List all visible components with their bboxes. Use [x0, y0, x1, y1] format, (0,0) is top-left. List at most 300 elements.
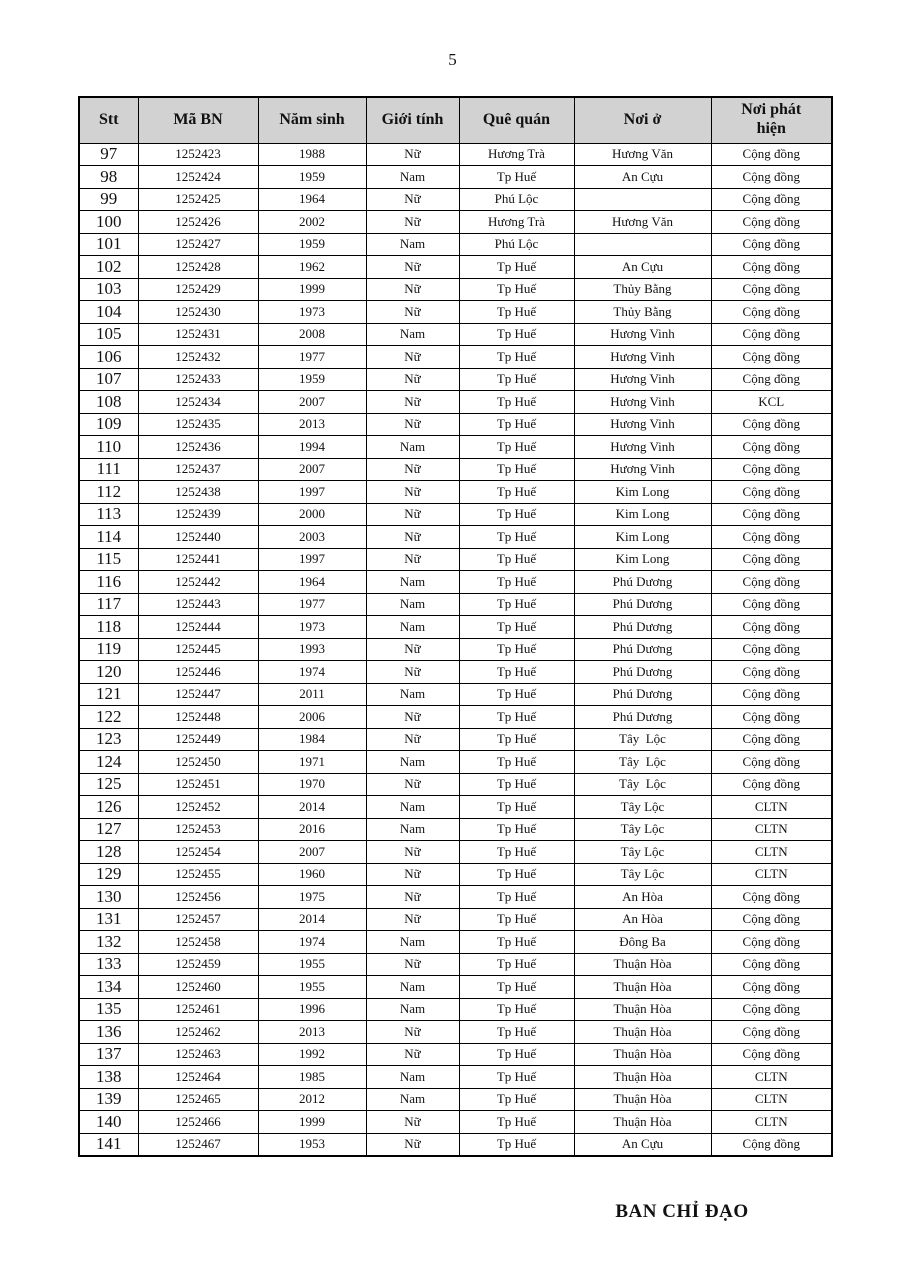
cell-noi-phat-hien: Cộng đồng: [711, 346, 832, 369]
cell-nam-sinh: 2016: [258, 818, 366, 841]
cell-que-quan: Tp Huế: [459, 323, 574, 346]
header-ma-bn: Mã BN: [138, 97, 258, 143]
cell-gioi-tinh: Nữ: [366, 1111, 459, 1134]
table-row: [79, 548, 832, 571]
cell-nam-sinh: 1985: [258, 1066, 366, 1089]
cell-stt: 99: [79, 188, 138, 211]
cell-noi-phat-hien: Cộng đồng: [711, 751, 832, 774]
cell-noi-o: Hương Văn: [574, 143, 711, 166]
table-row: [79, 638, 832, 661]
table-row: [79, 413, 832, 436]
cell-noi-o: Thuận Hòa: [574, 1066, 711, 1089]
table-row: [79, 796, 832, 819]
cell-stt: 105: [79, 323, 138, 346]
cell-ma-bn: 1252438: [138, 481, 258, 504]
cell-que-quan: Tp Huế: [459, 998, 574, 1021]
cell-stt: 118: [79, 616, 138, 639]
cell-noi-o: Kim Long: [574, 548, 711, 571]
cell-gioi-tinh: Nữ: [366, 886, 459, 909]
cell-stt: 141: [79, 1133, 138, 1156]
cell-gioi-tinh: Nữ: [366, 863, 459, 886]
cell-ma-bn: 1252424: [138, 166, 258, 189]
table-row: [79, 1066, 832, 1089]
cell-stt: 136: [79, 1021, 138, 1044]
header-noi-o: Nơi ở: [574, 97, 711, 143]
cell-que-quan: Tp Huế: [459, 796, 574, 819]
cell-gioi-tinh: Nam: [366, 1066, 459, 1089]
table-row: [79, 143, 832, 166]
cell-ma-bn: 1252462: [138, 1021, 258, 1044]
cell-ma-bn: 1252425: [138, 188, 258, 211]
cell-stt: 138: [79, 1066, 138, 1089]
cell-ma-bn: 1252441: [138, 548, 258, 571]
cell-que-quan: Tp Huế: [459, 908, 574, 931]
table-row: [79, 706, 832, 729]
cell-gioi-tinh: Nữ: [366, 773, 459, 796]
cell-que-quan: Tp Huế: [459, 1066, 574, 1089]
cell-stt: 111: [79, 458, 138, 481]
cell-gioi-tinh: Nữ: [366, 638, 459, 661]
cell-ma-bn: 1252423: [138, 143, 258, 166]
table-body: [79, 143, 832, 1156]
cell-que-quan: Tp Huế: [459, 863, 574, 886]
cell-noi-phat-hien: Cộng đồng: [711, 976, 832, 999]
cell-nam-sinh: 1955: [258, 976, 366, 999]
cell-que-quan: Tp Huế: [459, 886, 574, 909]
cell-nam-sinh: 1999: [258, 278, 366, 301]
header-noi-phat-hien-label: Nơi phát hiện: [741, 101, 802, 138]
cell-noi-o: Thủy Bằng: [574, 301, 711, 324]
cell-noi-o: Phú Dương: [574, 616, 711, 639]
cell-stt: 130: [79, 886, 138, 909]
cell-gioi-tinh: Nữ: [366, 143, 459, 166]
cell-gioi-tinh: Nam: [366, 436, 459, 459]
table-row: [79, 773, 832, 796]
cell-noi-o: Thuận Hòa: [574, 1021, 711, 1044]
cell-ma-bn: 1252431: [138, 323, 258, 346]
cell-noi-phat-hien: Cộng đồng: [711, 503, 832, 526]
cell-gioi-tinh: Nam: [366, 998, 459, 1021]
cell-gioi-tinh: Nữ: [366, 1133, 459, 1156]
cell-gioi-tinh: Nữ: [366, 368, 459, 391]
table-row: [79, 278, 832, 301]
cell-gioi-tinh: Nữ: [366, 278, 459, 301]
cell-noi-phat-hien: Cộng đồng: [711, 143, 832, 166]
cell-que-quan: Tp Huế: [459, 616, 574, 639]
cell-ma-bn: 1252463: [138, 1043, 258, 1066]
cell-nam-sinh: 1973: [258, 301, 366, 324]
cell-gioi-tinh: Nam: [366, 976, 459, 999]
cell-que-quan: Tp Huế: [459, 661, 574, 684]
cell-que-quan: Hương Trà: [459, 211, 574, 234]
cell-noi-o: Thuận Hòa: [574, 1111, 711, 1134]
cell-gioi-tinh: Nữ: [366, 841, 459, 864]
cell-que-quan: Tp Huế: [459, 1088, 574, 1111]
cell-que-quan: Tp Huế: [459, 706, 574, 729]
table-row: [79, 886, 832, 909]
cell-ma-bn: 1252464: [138, 1066, 258, 1089]
cell-noi-phat-hien: Cộng đồng: [711, 413, 832, 436]
cell-noi-o: Hương Vinh: [574, 368, 711, 391]
cell-noi-phat-hien: Cộng đồng: [711, 593, 832, 616]
cell-gioi-tinh: Nữ: [366, 1043, 459, 1066]
cell-que-quan: Tp Huế: [459, 301, 574, 324]
table-header: [79, 97, 832, 143]
cell-noi-o: An Cựu: [574, 1133, 711, 1156]
cell-gioi-tinh: Nam: [366, 1088, 459, 1111]
cell-que-quan: Tp Huế: [459, 1111, 574, 1134]
cell-noi-o: Thuận Hòa: [574, 953, 711, 976]
cell-que-quan: Tp Huế: [459, 1043, 574, 1066]
cell-noi-o: Hương Vinh: [574, 346, 711, 369]
cell-que-quan: Tp Huế: [459, 256, 574, 279]
cell-gioi-tinh: Nữ: [366, 1021, 459, 1044]
cell-nam-sinh: 2006: [258, 706, 366, 729]
cell-noi-o: Đông Ba: [574, 931, 711, 954]
cell-noi-phat-hien: Cộng đồng: [711, 953, 832, 976]
cell-stt: 133: [79, 953, 138, 976]
table-row: [79, 1043, 832, 1066]
cell-stt: 119: [79, 638, 138, 661]
cell-nam-sinh: 1997: [258, 548, 366, 571]
cell-nam-sinh: 1953: [258, 1133, 366, 1156]
table-row: [79, 166, 832, 189]
table-row: [79, 908, 832, 931]
cell-noi-phat-hien: Cộng đồng: [711, 638, 832, 661]
cell-stt: 137: [79, 1043, 138, 1066]
cell-ma-bn: 1252428: [138, 256, 258, 279]
cell-nam-sinh: 1999: [258, 1111, 366, 1134]
cell-nam-sinh: 1962: [258, 256, 366, 279]
cell-nam-sinh: 1994: [258, 436, 366, 459]
cell-stt: 97: [79, 143, 138, 166]
cell-noi-o: An Hòa: [574, 908, 711, 931]
header-stt: Stt: [79, 97, 138, 143]
cell-noi-phat-hien: Cộng đồng: [711, 616, 832, 639]
cell-gioi-tinh: Nam: [366, 751, 459, 774]
table-row: [79, 976, 832, 999]
cell-noi-o: Thuận Hòa: [574, 998, 711, 1021]
cell-noi-phat-hien: Cộng đồng: [711, 998, 832, 1021]
cell-nam-sinh: 2014: [258, 908, 366, 931]
cell-ma-bn: 1252437: [138, 458, 258, 481]
cell-noi-phat-hien: CLTN: [711, 796, 832, 819]
cell-que-quan: Tp Huế: [459, 481, 574, 504]
cell-stt: 104: [79, 301, 138, 324]
cell-noi-o: Hương Văn: [574, 211, 711, 234]
header-noi-phat-hien: [711, 97, 832, 143]
cell-nam-sinh: 1977: [258, 346, 366, 369]
cell-gioi-tinh: Nữ: [366, 728, 459, 751]
cell-nam-sinh: 1973: [258, 616, 366, 639]
table-row: [79, 188, 832, 211]
cell-noi-phat-hien: Cộng đồng: [711, 683, 832, 706]
cell-stt: 115: [79, 548, 138, 571]
cell-noi-o: Hương Vinh: [574, 391, 711, 414]
cell-ma-bn: 1252456: [138, 886, 258, 909]
table-row: [79, 616, 832, 639]
cell-nam-sinh: 2014: [258, 796, 366, 819]
cell-ma-bn: 1252430: [138, 301, 258, 324]
table-row: [79, 931, 832, 954]
cell-gioi-tinh: Nam: [366, 616, 459, 639]
cell-nam-sinh: 2000: [258, 503, 366, 526]
cell-noi-phat-hien: Cộng đồng: [711, 931, 832, 954]
cell-ma-bn: 1252455: [138, 863, 258, 886]
table-row: [79, 211, 832, 234]
table-row: [79, 233, 832, 256]
cell-noi-phat-hien: Cộng đồng: [711, 1021, 832, 1044]
cell-noi-o: Tây Lộc: [574, 728, 711, 751]
cell-nam-sinh: 2012: [258, 1088, 366, 1111]
cell-noi-phat-hien: Cộng đồng: [711, 166, 832, 189]
cell-gioi-tinh: Nữ: [366, 706, 459, 729]
cell-nam-sinh: 2003: [258, 526, 366, 549]
cell-stt: 132: [79, 931, 138, 954]
cell-noi-o: Phú Dương: [574, 593, 711, 616]
table-row: [79, 391, 832, 414]
cell-nam-sinh: 1977: [258, 593, 366, 616]
cell-noi-o: Hương Vinh: [574, 323, 711, 346]
cell-noi-o: Tây Lộc: [574, 841, 711, 864]
cell-noi-phat-hien: Cộng đồng: [711, 706, 832, 729]
cell-que-quan: Tp Huế: [459, 368, 574, 391]
header-nam-sinh: Năm sinh: [258, 97, 366, 143]
cell-ma-bn: 1252453: [138, 818, 258, 841]
signature-heading: BAN CHỈ ĐẠO: [615, 1201, 749, 1222]
cell-noi-phat-hien: CLTN: [711, 863, 832, 886]
table-row: [79, 953, 832, 976]
cell-ma-bn: 1252466: [138, 1111, 258, 1134]
cell-que-quan: Tp Huế: [459, 593, 574, 616]
cell-ma-bn: 1252457: [138, 908, 258, 931]
table-row: [79, 998, 832, 1021]
cell-nam-sinh: 2007: [258, 458, 366, 481]
cell-stt: 125: [79, 773, 138, 796]
cell-ma-bn: 1252451: [138, 773, 258, 796]
cell-noi-phat-hien: Cộng đồng: [711, 661, 832, 684]
cell-que-quan: Tp Huế: [459, 931, 574, 954]
cell-noi-phat-hien: Cộng đồng: [711, 1133, 832, 1156]
cell-gioi-tinh: Nữ: [366, 548, 459, 571]
cell-noi-o: Phú Dương: [574, 706, 711, 729]
cell-stt: 120: [79, 661, 138, 684]
cell-stt: 124: [79, 751, 138, 774]
cell-ma-bn: 1252460: [138, 976, 258, 999]
header-row: [79, 97, 832, 143]
cell-gioi-tinh: Nam: [366, 233, 459, 256]
cell-que-quan: Hương Trà: [459, 143, 574, 166]
cell-stt: 122: [79, 706, 138, 729]
cell-que-quan: Tp Huế: [459, 751, 574, 774]
cell-nam-sinh: 1959: [258, 368, 366, 391]
table-row: [79, 661, 832, 684]
cell-stt: 135: [79, 998, 138, 1021]
cell-ma-bn: 1252429: [138, 278, 258, 301]
cell-que-quan: Tp Huế: [459, 773, 574, 796]
cell-gioi-tinh: Nữ: [366, 391, 459, 414]
cell-gioi-tinh: Nữ: [366, 211, 459, 234]
cell-gioi-tinh: Nam: [366, 796, 459, 819]
cell-noi-phat-hien: Cộng đồng: [711, 886, 832, 909]
cell-noi-o: Phú Dương: [574, 661, 711, 684]
cell-noi-o: Thuận Hòa: [574, 976, 711, 999]
table-row: [79, 593, 832, 616]
cell-noi-o: Thuận Hòa: [574, 1088, 711, 1111]
table-row: [79, 1021, 832, 1044]
cell-nam-sinh: 1984: [258, 728, 366, 751]
cell-que-quan: Tp Huế: [459, 548, 574, 571]
cell-noi-o: Tây Lộc: [574, 796, 711, 819]
cell-noi-phat-hien: Cộng đồng: [711, 436, 832, 459]
cell-gioi-tinh: Nữ: [366, 346, 459, 369]
table-row: [79, 368, 832, 391]
cell-gioi-tinh: Nam: [366, 571, 459, 594]
cell-que-quan: Tp Huế: [459, 278, 574, 301]
cell-stt: 113: [79, 503, 138, 526]
cell-gioi-tinh: Nữ: [366, 481, 459, 504]
cell-stt: 114: [79, 526, 138, 549]
cell-ma-bn: 1252444: [138, 616, 258, 639]
cell-noi-phat-hien: CLTN: [711, 818, 832, 841]
cell-gioi-tinh: Nữ: [366, 301, 459, 324]
cell-stt: 102: [79, 256, 138, 279]
cell-stt: 127: [79, 818, 138, 841]
cell-nam-sinh: 2008: [258, 323, 366, 346]
cell-ma-bn: 1252448: [138, 706, 258, 729]
cell-noi-o: Kim Long: [574, 503, 711, 526]
cell-noi-phat-hien: Cộng đồng: [711, 908, 832, 931]
table-row: [79, 841, 832, 864]
cell-que-quan: Tp Huế: [459, 976, 574, 999]
cell-que-quan: Phú Lộc: [459, 233, 574, 256]
cell-stt: 98: [79, 166, 138, 189]
cell-ma-bn: 1252432: [138, 346, 258, 369]
table-row: [79, 683, 832, 706]
cell-nam-sinh: 1955: [258, 953, 366, 976]
cell-que-quan: Tp Huế: [459, 503, 574, 526]
cell-gioi-tinh: Nữ: [366, 953, 459, 976]
cell-stt: 131: [79, 908, 138, 931]
cell-nam-sinh: 1970: [258, 773, 366, 796]
cell-ma-bn: 1252440: [138, 526, 258, 549]
cell-ma-bn: 1252447: [138, 683, 258, 706]
cell-nam-sinh: 1971: [258, 751, 366, 774]
cell-ma-bn: 1252458: [138, 931, 258, 954]
cell-ma-bn: 1252450: [138, 751, 258, 774]
cell-noi-o: Phú Dương: [574, 683, 711, 706]
cell-ma-bn: 1252426: [138, 211, 258, 234]
cell-noi-phat-hien: Cộng đồng: [711, 368, 832, 391]
cell-noi-phat-hien: Cộng đồng: [711, 188, 832, 211]
cell-nam-sinh: 1959: [258, 166, 366, 189]
cell-ma-bn: 1252439: [138, 503, 258, 526]
cell-noi-o: [574, 233, 711, 256]
cell-ma-bn: 1252442: [138, 571, 258, 594]
cell-noi-phat-hien: CLTN: [711, 1066, 832, 1089]
cell-gioi-tinh: Nam: [366, 931, 459, 954]
cell-noi-phat-hien: Cộng đồng: [711, 278, 832, 301]
cell-que-quan: Tp Huế: [459, 1021, 574, 1044]
header-que-quan: Quê quán: [459, 97, 574, 143]
cell-gioi-tinh: Nam: [366, 166, 459, 189]
table-row: [79, 1088, 832, 1111]
cell-stt: 110: [79, 436, 138, 459]
cell-ma-bn: 1252459: [138, 953, 258, 976]
table-row: [79, 1133, 832, 1156]
cell-noi-o: Phú Dương: [574, 571, 711, 594]
cell-gioi-tinh: Nữ: [366, 188, 459, 211]
cell-noi-phat-hien: Cộng đồng: [711, 526, 832, 549]
table-row: [79, 503, 832, 526]
cell-que-quan: Tp Huế: [459, 166, 574, 189]
cell-noi-o: Kim Long: [574, 481, 711, 504]
cell-noi-o: Kim Long: [574, 526, 711, 549]
cell-noi-phat-hien: Cộng đồng: [711, 571, 832, 594]
table-row: [79, 728, 832, 751]
cell-noi-o: Hương Vinh: [574, 413, 711, 436]
cell-ma-bn: 1252436: [138, 436, 258, 459]
cell-stt: 129: [79, 863, 138, 886]
cell-nam-sinh: 1992: [258, 1043, 366, 1066]
cell-gioi-tinh: Nam: [366, 818, 459, 841]
cell-stt: 134: [79, 976, 138, 999]
cell-que-quan: Tp Huế: [459, 526, 574, 549]
cell-gioi-tinh: Nữ: [366, 908, 459, 931]
table-row: [79, 481, 832, 504]
cell-stt: 112: [79, 481, 138, 504]
cell-stt: 108: [79, 391, 138, 414]
cell-noi-o: Tây Lộc: [574, 773, 711, 796]
cell-noi-o: Tây Lộc: [574, 818, 711, 841]
cell-stt: 109: [79, 413, 138, 436]
cell-nam-sinh: 1964: [258, 571, 366, 594]
cell-gioi-tinh: Nữ: [366, 458, 459, 481]
cell-nam-sinh: 1996: [258, 998, 366, 1021]
cell-noi-o: Thuận Hòa: [574, 1043, 711, 1066]
cell-que-quan: Phú Lộc: [459, 188, 574, 211]
cell-noi-phat-hien: Cộng đồng: [711, 301, 832, 324]
cell-noi-o: An Cựu: [574, 166, 711, 189]
table-row: [79, 818, 832, 841]
cell-nam-sinh: 2011: [258, 683, 366, 706]
cell-noi-o: [574, 188, 711, 211]
cell-que-quan: Tp Huế: [459, 728, 574, 751]
cell-gioi-tinh: Nam: [366, 683, 459, 706]
cell-noi-phat-hien: Cộng đồng: [711, 1043, 832, 1066]
cell-que-quan: Tp Huế: [459, 953, 574, 976]
table-row: [79, 256, 832, 279]
cell-noi-phat-hien: CLTN: [711, 841, 832, 864]
cell-ma-bn: 1252452: [138, 796, 258, 819]
cell-stt: 128: [79, 841, 138, 864]
cell-nam-sinh: 1959: [258, 233, 366, 256]
cell-stt: 121: [79, 683, 138, 706]
cell-nam-sinh: 2013: [258, 413, 366, 436]
cell-noi-phat-hien: Cộng đồng: [711, 458, 832, 481]
table-row: [79, 458, 832, 481]
cell-nam-sinh: 2013: [258, 1021, 366, 1044]
table-row: [79, 323, 832, 346]
cell-stt: 101: [79, 233, 138, 256]
cell-ma-bn: 1252433: [138, 368, 258, 391]
cell-nam-sinh: 1993: [258, 638, 366, 661]
cell-gioi-tinh: Nữ: [366, 256, 459, 279]
cell-noi-phat-hien: Cộng đồng: [711, 256, 832, 279]
table-row: [79, 863, 832, 886]
cell-gioi-tinh: Nữ: [366, 661, 459, 684]
cell-noi-o: An Hòa: [574, 886, 711, 909]
